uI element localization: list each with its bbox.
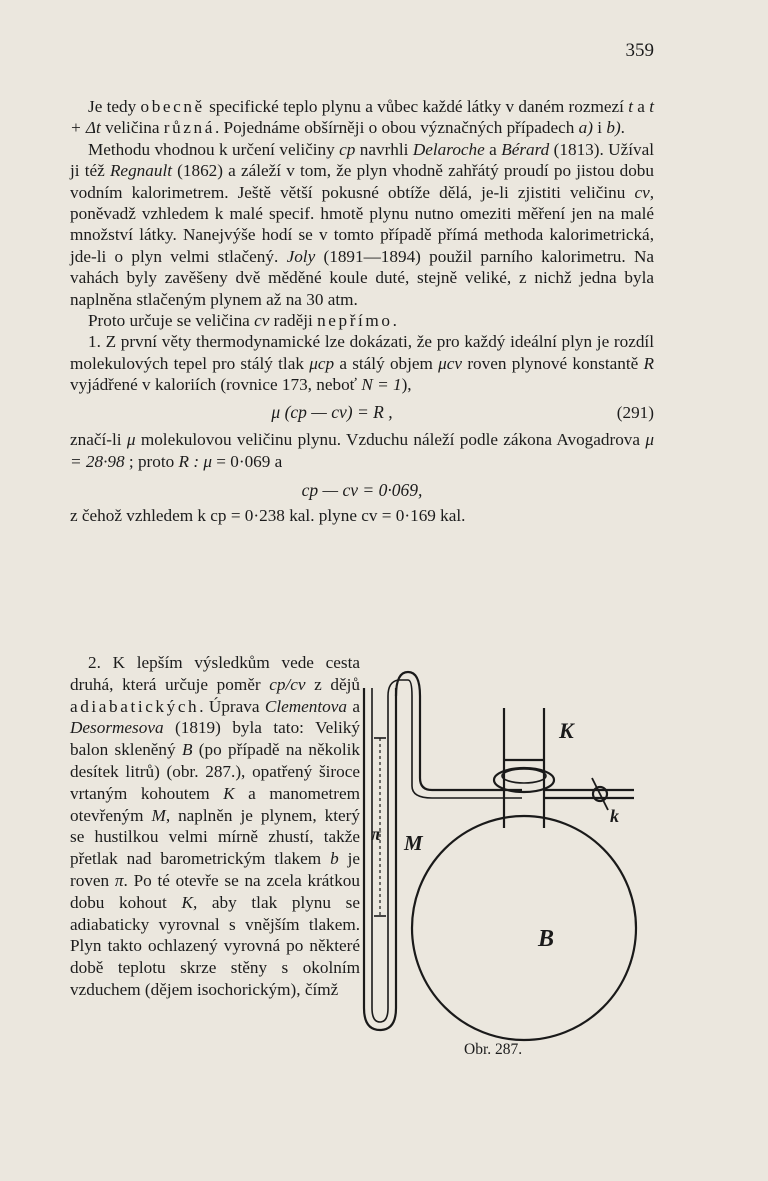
equation-291 <box>70 402 654 423</box>
main-text <box>70 96 654 527</box>
equation-formula: μ (cp — cv) = R , <box>271 401 393 422</box>
page-number: 359 <box>625 40 654 61</box>
equation-number: (291) <box>616 402 654 422</box>
flask-body <box>412 816 636 1040</box>
figure-caption: Obr. 287. <box>464 1041 523 1058</box>
label-k: k <box>610 806 619 826</box>
lower-text-column <box>70 652 360 1001</box>
paragraph-1: Je tedy obecně specifické teplo plynu a vůbec každé látky v daném rozmezí t a t + Δt veličina různá. Pojednáme obšírněji o obou význačných případech a) i b). <box>70 97 654 138</box>
label-pi: π <box>371 824 381 844</box>
label-M: M <box>404 831 423 855</box>
side-tube <box>544 790 634 798</box>
figure-287-apparatus <box>354 658 654 1068</box>
paragraph-3: Proto určuje se veličina cv raději nepřímo. <box>88 311 397 331</box>
apparatus-drawing <box>354 658 654 1068</box>
paragraph-2: Methodu vhodnou k určení veličiny cp navrhli Delaroche a Bérard (1813). Užíval ji též Regnault (1862) a záleží v tom, že plyn vhodně zahřátý proudí po jistou dobu vodním kalorimetrem. Ještě větší pokusné obtíže dělá, je-li zjistiti veličinu cv, poněvadž vzhledem k malé specif. hmotě plynu nutno omeziti měření jen na malé množství látky. Nanejvýše hodí se v tomto případě přímá methoda kalorimetrická, jde-li o plyn velmi stlačený. Joly (1891—1894) použil parního kalorimetru. Na vahách byly zavěšeny dvě měděné koule duté, stejně veliké, z nichž jedna byla naplněna stlačeným plynem až na 30 atm. <box>70 139 654 309</box>
paragraph-5: značí-li μ molekulovou veličinu plynu. Vzduchu náleží podle zákona Avogadrova μ = 28·98 ; proto R : μ = 0·069 a <box>70 430 654 471</box>
manometer-right-leg-inner <box>388 680 522 798</box>
paragraph-4: 1. Z první věty thermodynamické lze dokázati, že pro každý ideální plyn je rozdíl molekulových tepel pro stálý tlak μcp a stálý objem μcv roven plynové konstantě R vyjádřené v kaloriích (rovnice 173, neboť N = 1), <box>70 332 654 395</box>
label-B: B <box>538 926 555 952</box>
paragraph-7: 2. K lepším výsledkům vede cesta druhá, která určuje poměr cp/cv z dějů adiabatických. Úprava Clementova a Desormesova (1819) byla tato: Veliký balon skleněný B (po případě na několik desítek litrů) (obr. 287.), opatřený široce vrtaným kohoutem K a manometrem otevřeným M, naplněn je plynem, který se hustilkou velmi mírně zhustí, takže přetlak nad barometrickým tlakem b je roven π. Po té otevře se na zcela krátkou dobu kohout K, aby tlak plynu se adiabaticky vyrovnal s vnějším tlakem. Plyn takto ochlazený vyrovná po některé době teplotu skrze stěny s okolním vzduchem (dějem isochorickým), čímž <box>70 653 360 999</box>
label-K: K <box>559 718 574 743</box>
equation-cp-cv: cp — cv = 0·069, <box>301 479 423 500</box>
paragraph-6: z čehož vzhledem k cp = 0·238 kal. plyne cv = 0·169 kal. <box>70 506 466 526</box>
